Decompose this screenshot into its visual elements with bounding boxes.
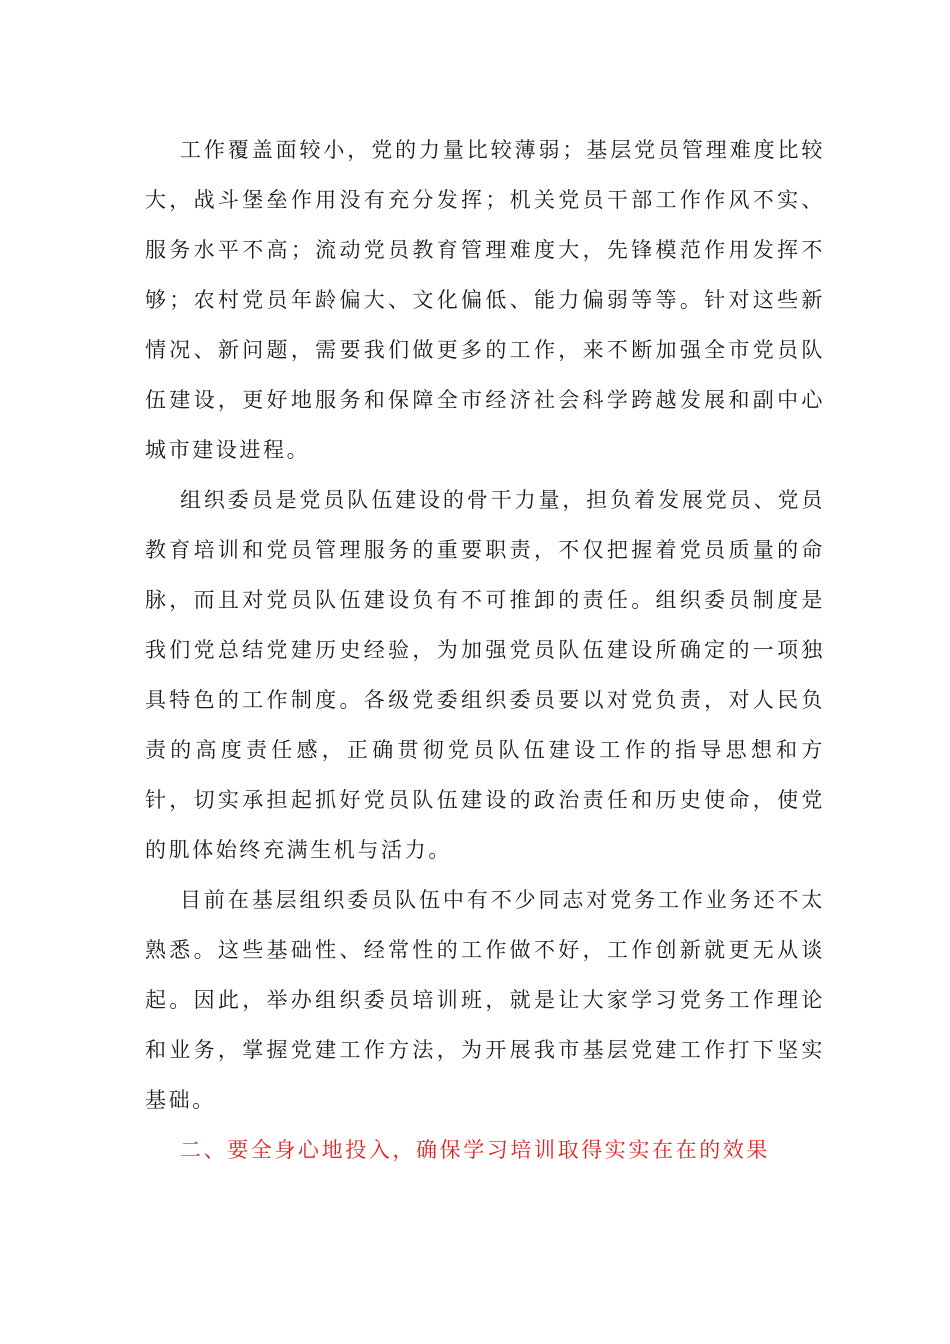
paragraph-1: 工作覆盖面较小，党的力量比较薄弱；基层党员管理难度比较大，战斗堡垒作用没有充分发挥；机关党员干部工作作风不实、服务水平不高；流动党员教育管理难度大，先锋模范作用发挥不够；农村党员年龄偏大、文化偏低、能力偏弱等等。针对这些新情况、新问题，需要我们做更多的工作，来不断加强全市党员队伍建设，更好地服务和保障全市经济社会科学跨越发展和副中心城市建设进程。 [145,138,825,462]
section-heading: 二、要全身心地投入，确保学习培训取得实实在在的效果 [180,1138,770,1162]
paragraph-3: 目前在基层组织委员队伍中有不少同志对党务工作业务还不太熟悉。这些基础性、经常性的工作做不好，工作创新就更无从谈起。因此，举办组织委员培训班，就是让大家学习党务工作理论和业务，掌握党建工作方法，为开展我市基层党建工作打下坚实基础。 [145,888,825,1112]
document-body [145,125,825,1175]
paragraph-2: 组织委员是党员队伍建设的骨干力量，担负着发展党员、党员教育培训和党员管理服务的重要职责，不仅把握着党员质量的命脉，而且对党员队伍建设负有不可推卸的责任。组织委员制度是我们党总结党建历史经验，为加强党员队伍建设所确定的一项独具特色的工作制度。各级党委组织委员要以对党负责，对人民负责的高度责任感，正确贯彻党员队伍建设工作的指导思想和方针，切实承担起抓好党员队伍建设的政治责任和历史使命，使党的肌体始终充满生机与活力。 [145,488,825,862]
